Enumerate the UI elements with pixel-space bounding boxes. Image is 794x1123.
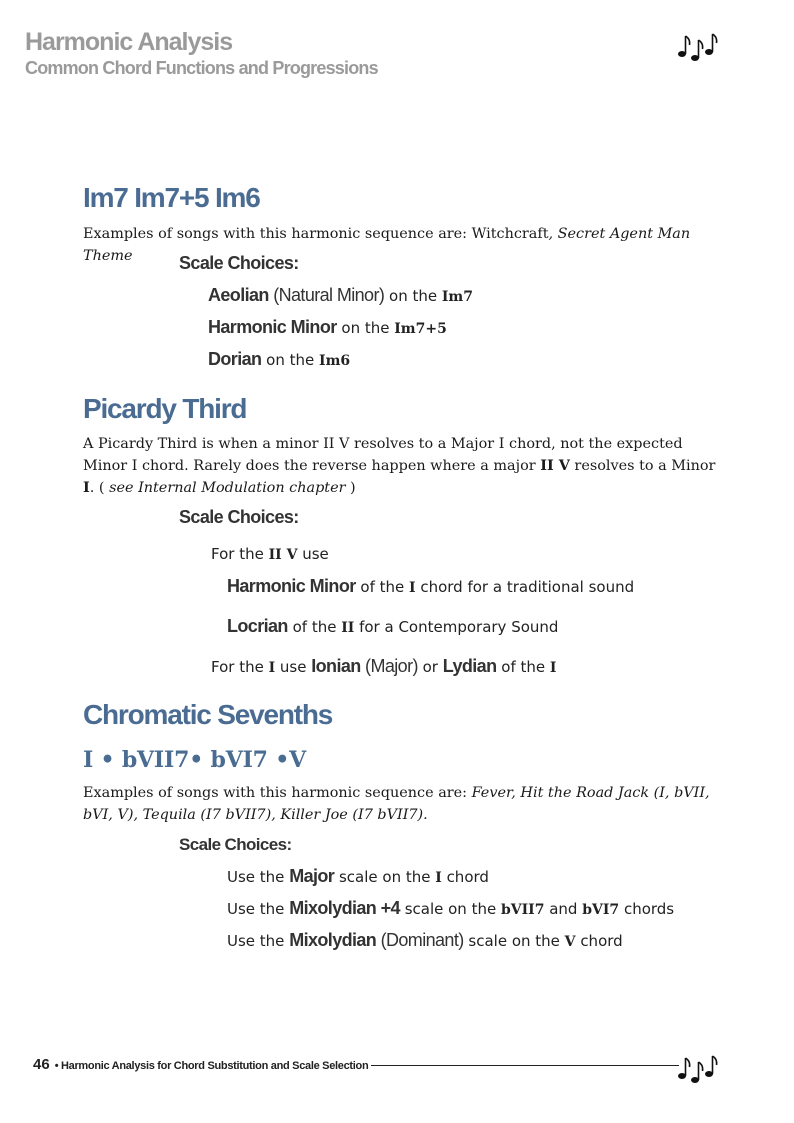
scale-choice-dorian: Dorian on the Im6 <box>208 349 351 369</box>
for-i-line: For the I use Ionian (Major) or Lydian of the I <box>211 656 557 676</box>
footer-rule <box>371 1065 679 1066</box>
page-number: 46 <box>33 1056 50 1073</box>
for-ii-v-line: For the II V use <box>211 545 329 563</box>
scale-choice-mixolydian: Use the Mixolydian (Dominant) scale on the V chord <box>227 930 623 950</box>
scale-choices-label: Scale Choices: <box>179 253 299 273</box>
scale-choice-major: Use the Major scale on the I chord <box>227 866 489 886</box>
section3-intro: Examples of songs with this harmonic sequence are: Fever, Hit the Road Jack (I, bVII, bVI, V), Tequila (I7 bVII7), Killer Joe (I7 bVII7). <box>83 785 710 823</box>
section-heading-picardy-third: Picardy Third <box>83 393 247 424</box>
music-notes-icon <box>676 32 720 62</box>
header-title: Harmonic Analysis <box>25 28 233 56</box>
scale-choice-mixolydian-plus4: Use the Mixolydian +4 scale on the bVII7 and bVI7 chords <box>227 898 675 918</box>
scale-choice-harmonic-minor: Harmonic Minor of the I chord for a traditional sound <box>227 576 635 596</box>
chord-progression: I • bVII7• bVI7 •V <box>83 747 306 773</box>
section-heading-chromatic-sevenths: Chromatic Sevenths <box>83 699 333 730</box>
section-heading-im7: Im7 Im7+5 Im6 <box>83 182 260 213</box>
section1-intro: Examples of songs with this harmonic sequence are: Witchcraft, Secret Agent Man Theme <box>83 226 691 264</box>
scale-choice-harmonic-minor: Harmonic Minor on the Im7+5 <box>208 317 447 337</box>
scale-choice-locrian: Locrian of the II for a Contemporary Sound <box>227 616 559 636</box>
scale-choices-label: Scale Choices: <box>179 507 299 527</box>
header-subtitle: Common Chord Functions and Progressions <box>25 58 378 78</box>
footer-book-title: • Harmonic Analysis for Chord Substitution and Scale Selection <box>54 1060 369 1072</box>
page-footer <box>33 1056 679 1073</box>
scale-choices-label: Scale Choices: <box>179 835 292 854</box>
section2-paragraph: A Picardy Third is when a minor II V resolves to a Major I chord, not the expected Minor I chord. Rarely does the reverse happen where a major II V resolves to a Minor I. ( see Internal Modulation chapter ) <box>83 436 716 496</box>
scale-choice-aeolian: Aeolian (Natural Minor) on the Im7 <box>208 285 473 305</box>
music-notes-icon <box>676 1054 720 1084</box>
